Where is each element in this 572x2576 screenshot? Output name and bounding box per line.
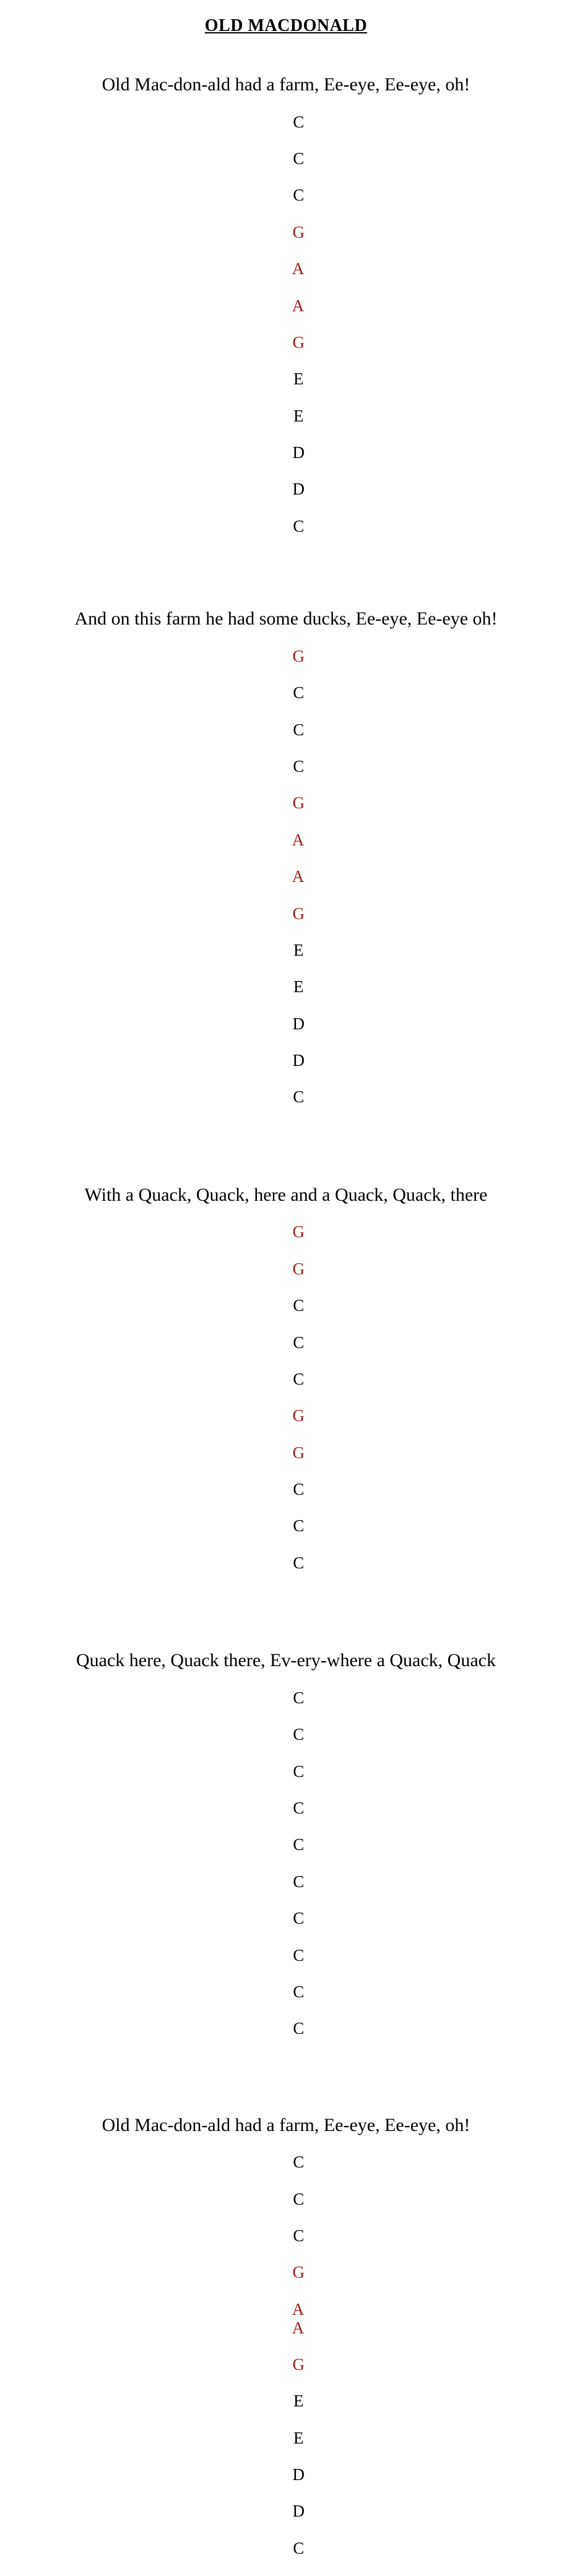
chord: D	[292, 1014, 305, 1033]
verse-3-chords	[0, 1205, 572, 1591]
chord: G	[292, 1259, 305, 1278]
verse-4-chords	[0, 1671, 572, 2056]
chord: C	[293, 683, 305, 702]
chord: E	[293, 977, 304, 996]
chord: C	[293, 720, 305, 739]
chord: C	[293, 1333, 305, 1352]
chord: C	[293, 2538, 305, 2557]
chord: G	[292, 793, 305, 813]
chord: D	[292, 480, 305, 499]
verse-2-lyric: And on this farm he had some ducks, Ee-eye, Ee-eye oh!	[74, 608, 498, 629]
chord: C	[293, 112, 305, 131]
chord: C	[293, 1369, 305, 1388]
chord: E	[293, 2392, 304, 2411]
chord: D	[292, 1051, 305, 1070]
chord: C	[293, 1761, 305, 1781]
chord: C	[293, 1872, 305, 1891]
verse-4-lyric: Quack here, Quack there, Ev-ery-where a Quack, Quack	[76, 1650, 496, 1671]
chord: C	[293, 2153, 305, 2172]
chord: G	[292, 1406, 305, 1425]
chord: A	[292, 2299, 305, 2319]
chord: G	[292, 904, 305, 923]
chord: C	[293, 1799, 305, 1817]
chord: E	[293, 370, 304, 389]
chord: C	[293, 1909, 305, 1928]
chord: A	[292, 2318, 305, 2337]
chord: G	[292, 222, 305, 241]
chord: C	[293, 2189, 305, 2208]
verse-5	[0, 2115, 572, 2576]
chord: C	[293, 1553, 305, 1572]
chord: A	[292, 867, 305, 886]
chord: A	[292, 259, 305, 279]
verse-4	[0, 1650, 572, 2056]
page-title: OLD MACDONALD	[204, 16, 368, 35]
chord: E	[293, 940, 304, 959]
chord: G	[292, 1443, 305, 1462]
chord: C	[293, 757, 305, 776]
chord: D	[292, 443, 305, 462]
verse-5-chords	[0, 2135, 572, 2576]
chord: C	[293, 1688, 305, 1707]
chord: C	[293, 1087, 305, 1107]
chord: C	[293, 186, 305, 205]
chord: D	[292, 2465, 305, 2484]
chord: C	[293, 2019, 305, 2038]
chord: C	[293, 1982, 305, 2001]
chord: C	[293, 1835, 305, 1854]
chord: G	[292, 2354, 305, 2374]
verse-1-chords	[0, 95, 572, 554]
chord: C	[293, 1480, 305, 1499]
verse-5-lyric: Old Mac-don-ald had a farm, Ee-eye, Ee-eye, oh!	[102, 2114, 470, 2135]
chord: C	[293, 516, 305, 535]
verse-3-lyric: With a Quack, Quack, here and a Quack, Quack, there	[84, 1184, 488, 1205]
verse-3	[0, 1185, 572, 1591]
chord: G	[292, 2263, 305, 2282]
chord: A	[292, 830, 305, 849]
chord: G	[292, 1222, 305, 1242]
chord: C	[293, 1516, 305, 1536]
chord: C	[293, 1945, 305, 1964]
verse-2	[0, 608, 572, 1125]
chord: G	[292, 646, 305, 665]
verse-1	[0, 74, 572, 554]
chord: C	[293, 1296, 305, 1315]
verse-2-chords	[0, 629, 572, 1125]
song-sheet	[0, 16, 572, 2557]
chord: C	[293, 1725, 305, 1744]
chord: C	[293, 149, 305, 168]
chord: G	[292, 332, 305, 352]
chord: A	[292, 296, 305, 315]
chord: E	[293, 2428, 304, 2447]
chord: C	[293, 2226, 305, 2245]
verse-1-lyric: Old Mac-don-ald had a farm, Ee-eye, Ee-eye, oh!	[102, 74, 470, 95]
chord: D	[292, 2502, 305, 2521]
chord: E	[293, 406, 304, 425]
